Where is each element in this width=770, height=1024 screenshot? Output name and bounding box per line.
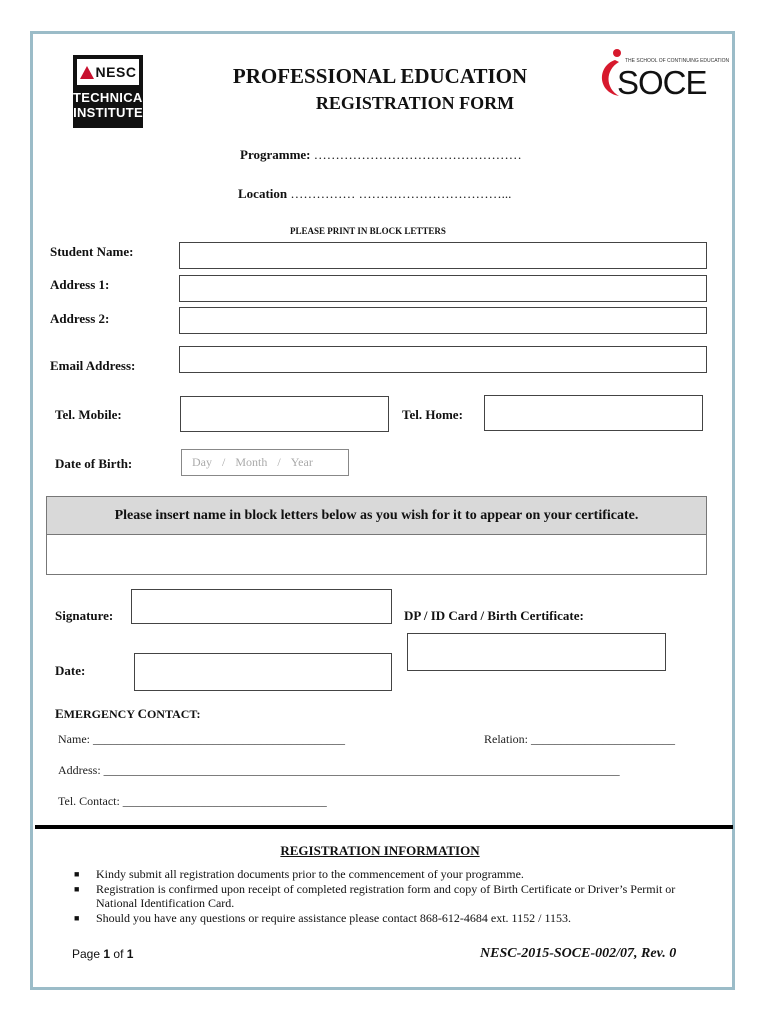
tel-home-label: Tel. Home: xyxy=(402,407,463,422)
nesc-logo-line2: INSTITUTE xyxy=(73,105,143,120)
nesc-logo-line1: TECHNICAL xyxy=(73,90,151,105)
email-field[interactable] xyxy=(179,346,707,373)
dob-day: Day xyxy=(192,455,212,469)
id-card-label: DP / ID Card / Birth Certificate: xyxy=(404,608,584,623)
soce-logo xyxy=(595,44,730,104)
bullet-icon: ■ xyxy=(74,912,80,923)
print-note: PLEASE PRINT IN BLOCK LETTERS xyxy=(290,226,446,236)
emergency-title: EMERGENCY CONTACT: xyxy=(55,706,201,721)
bullet-icon: ■ xyxy=(74,883,80,894)
certificate-instruction xyxy=(46,496,707,535)
dob-sep1: / xyxy=(222,455,226,469)
emergency-name[interactable]: Name: __________________________________________ xyxy=(58,732,345,746)
location-label: Location xyxy=(238,186,288,201)
programme-dots[interactable]: ………………………………………… xyxy=(313,147,522,162)
dob-sep2: / xyxy=(277,455,281,469)
address1-field[interactable] xyxy=(179,275,707,302)
signature-field[interactable] xyxy=(131,589,392,624)
certificate-name-field[interactable] xyxy=(46,535,707,575)
student-name-field[interactable] xyxy=(179,242,707,269)
location-dots[interactable]: …………… ……………………………... xyxy=(290,186,512,201)
emergency-address[interactable]: Address: ______________________________________________________________________________________ xyxy=(58,763,620,777)
soce-tagline: THE SCHOOL OF CONTINUING EDUCATION xyxy=(625,58,730,64)
certificate-instruction-text: Please insert name in block letters below as you wish for it to appear on your certificate. xyxy=(114,507,639,523)
emergency-tel[interactable]: Tel. Contact: __________________________________ xyxy=(58,794,327,808)
emergency-relation[interactable]: Relation: ________________________ xyxy=(484,732,675,746)
document-code: NESC-2015-SOCE-002/07, Rev. 0 xyxy=(480,946,677,961)
email-label: Email Address: xyxy=(50,358,136,373)
address2-field[interactable] xyxy=(179,307,707,334)
id-card-field[interactable] xyxy=(407,633,666,671)
address1-label: Address 1: xyxy=(50,277,110,292)
title-line2: REGISTRATION FORM xyxy=(315,93,515,113)
student-name-label: Student Name: xyxy=(50,244,134,259)
signature-label: Signature: xyxy=(55,608,114,623)
registration-title: REGISTRATION INFORMATION xyxy=(280,843,480,858)
bullet-icon: ■ xyxy=(74,869,80,879)
list-item: ■ Should you have any questions or require assistance please contact 868-612-4684 ext. 1152 / 1153. xyxy=(74,910,572,925)
address2-label: Address 2: xyxy=(50,311,110,326)
list-item: ■ Registration is confirmed upon receipt of completed registration form and copy of Birth Certificate or Driver’s Permit or National Identification Card. xyxy=(74,881,676,910)
dob-year: Year xyxy=(290,455,313,469)
nesc-logo-top: NESC xyxy=(95,64,137,80)
location-line xyxy=(238,186,511,202)
page-number: Page 1 of 1 xyxy=(72,947,134,961)
dob-label: Date of Birth: xyxy=(55,456,133,471)
programme-line xyxy=(240,147,522,163)
list-item: ■ Kindy submit all registration documents prior to the commencement of your programme. xyxy=(74,867,524,881)
title-line1: PROFESSIONAL EDUCATION xyxy=(232,64,528,88)
nesc-logo xyxy=(73,55,151,128)
date-field[interactable] xyxy=(134,653,392,691)
programme-label: Programme: xyxy=(240,147,311,162)
section-divider xyxy=(35,825,733,829)
nesc-triangle-icon xyxy=(80,66,94,79)
tel-home-field[interactable] xyxy=(484,395,703,431)
date-label: Date: xyxy=(55,663,86,678)
soce-logo-text: SOCE xyxy=(617,64,707,101)
dob-month: Month xyxy=(235,455,268,469)
dob-field[interactable] xyxy=(181,449,349,476)
registration-list xyxy=(74,867,714,925)
tel-mobile-field[interactable] xyxy=(180,396,389,432)
tel-mobile-label: Tel. Mobile: xyxy=(55,407,122,422)
